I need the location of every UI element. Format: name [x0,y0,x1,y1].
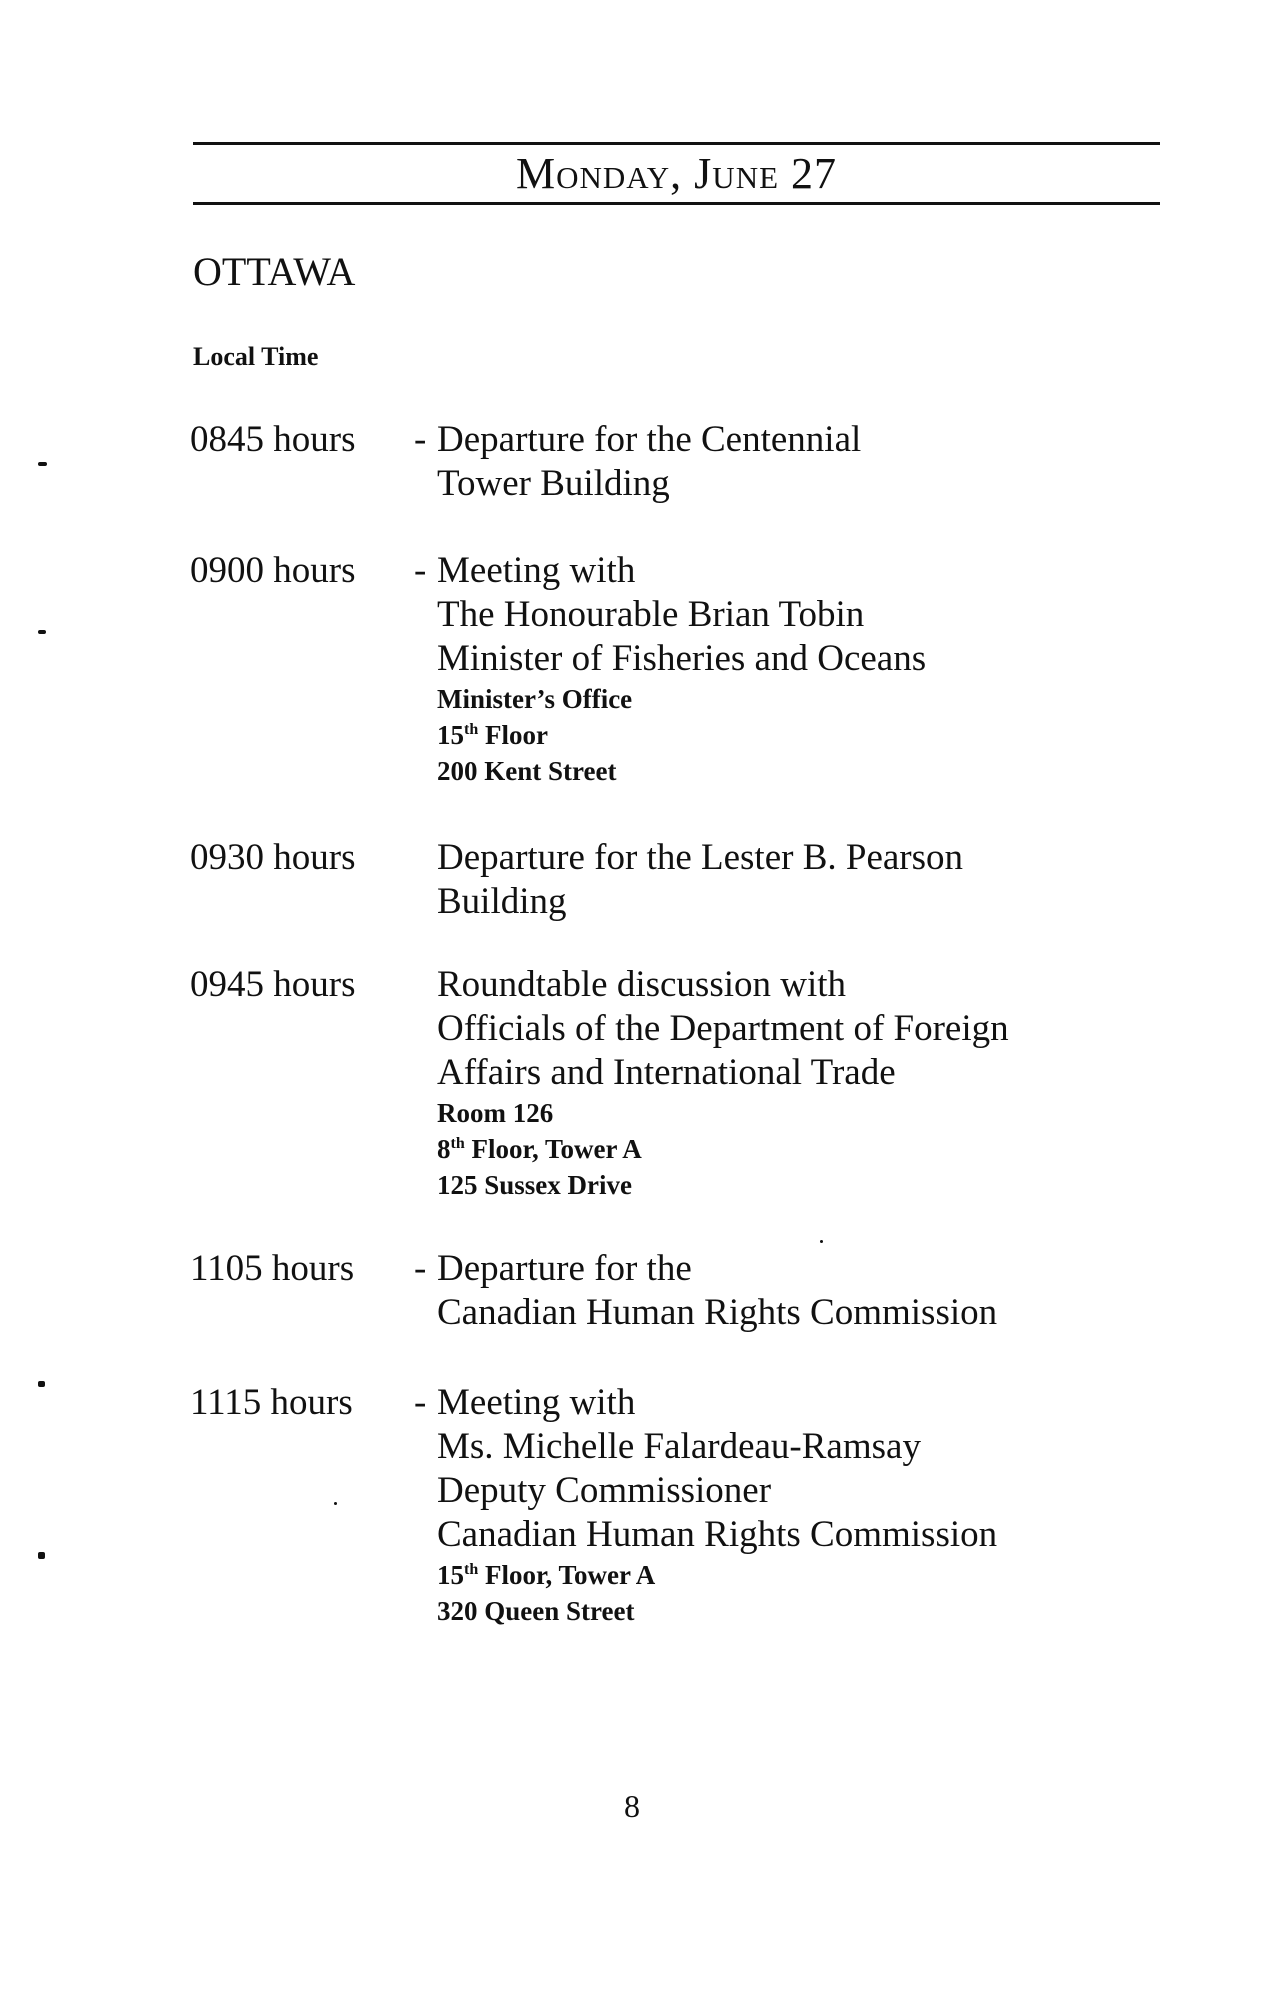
scan-speck [38,1552,45,1559]
entry-dash: - [414,1248,427,1289]
scan-speck [38,1381,45,1387]
entry-line: Officials of the Department of Foreign [437,1008,1009,1049]
entry-line: The Honourable Brian Tobin [437,594,865,635]
entry-line: Departure for the Lester B. Pearson [437,837,964,878]
scan-speck [38,462,47,466]
local-time-label: Local Time [193,342,319,371]
entry-line: Ms. Michelle Falardeau-Ramsay [437,1426,921,1467]
entry-detail: Minister’s Office [437,684,633,714]
entry-description [437,1381,1157,1629]
entry-description [437,963,1157,1203]
entry-time: 1105 hours [190,1248,355,1289]
entry-dash: - [414,550,427,591]
scan-speck [334,1502,337,1505]
entry-line: Meeting with [437,1382,636,1423]
page-number: 8 [624,1788,640,1824]
location-title: OTTAWA [193,249,356,294]
entry-detail: 125 Sussex Drive [437,1170,632,1200]
entry-time: 0845 hours [190,419,356,460]
entry-line: Canadian Human Rights Commission [437,1514,998,1555]
entry-description [437,836,1157,924]
entry-dash: - [414,419,427,460]
entry-line: Meeting with [437,550,636,591]
entry-time: 0945 hours [190,964,356,1005]
entry-line: Affairs and International Trade [437,1052,896,1093]
entry-dash: - [414,1382,427,1423]
entry-detail: 8th Floor, Tower A [437,1134,642,1164]
entry-time: 1115 hours [190,1382,353,1423]
entry-description [437,549,1157,789]
header-rule-top [193,142,1160,145]
entry-line: Departure for the [437,1248,692,1289]
scan-speck [38,630,46,634]
entry-time: 0900 hours [190,550,356,591]
entry-description [437,1247,1157,1335]
entry-detail: 320 Queen Street [437,1596,635,1626]
header-rule-bottom [193,202,1160,205]
scan-speck [820,1240,823,1243]
entry-line: Minister of Fisheries and Oceans [437,638,927,679]
entry-detail: Room 126 [437,1098,554,1128]
entry-line: Tower Building [437,463,670,504]
entry-line: Building [437,881,567,922]
entry-line: Canadian Human Rights Commission [437,1292,998,1333]
entry-detail: 200 Kent Street [437,756,617,786]
entry-time: 0930 hours [190,837,356,878]
entry-description [437,418,1157,506]
page-heading: Monday, June 27 [515,149,838,198]
entry-detail: 15th Floor [437,720,548,750]
entry-detail: 15th Floor, Tower A [437,1560,656,1590]
entry-line: Roundtable discussion with [437,964,847,1005]
entry-line: Departure for the Centennial [437,419,862,460]
entry-line: Deputy Commissioner [437,1470,772,1511]
